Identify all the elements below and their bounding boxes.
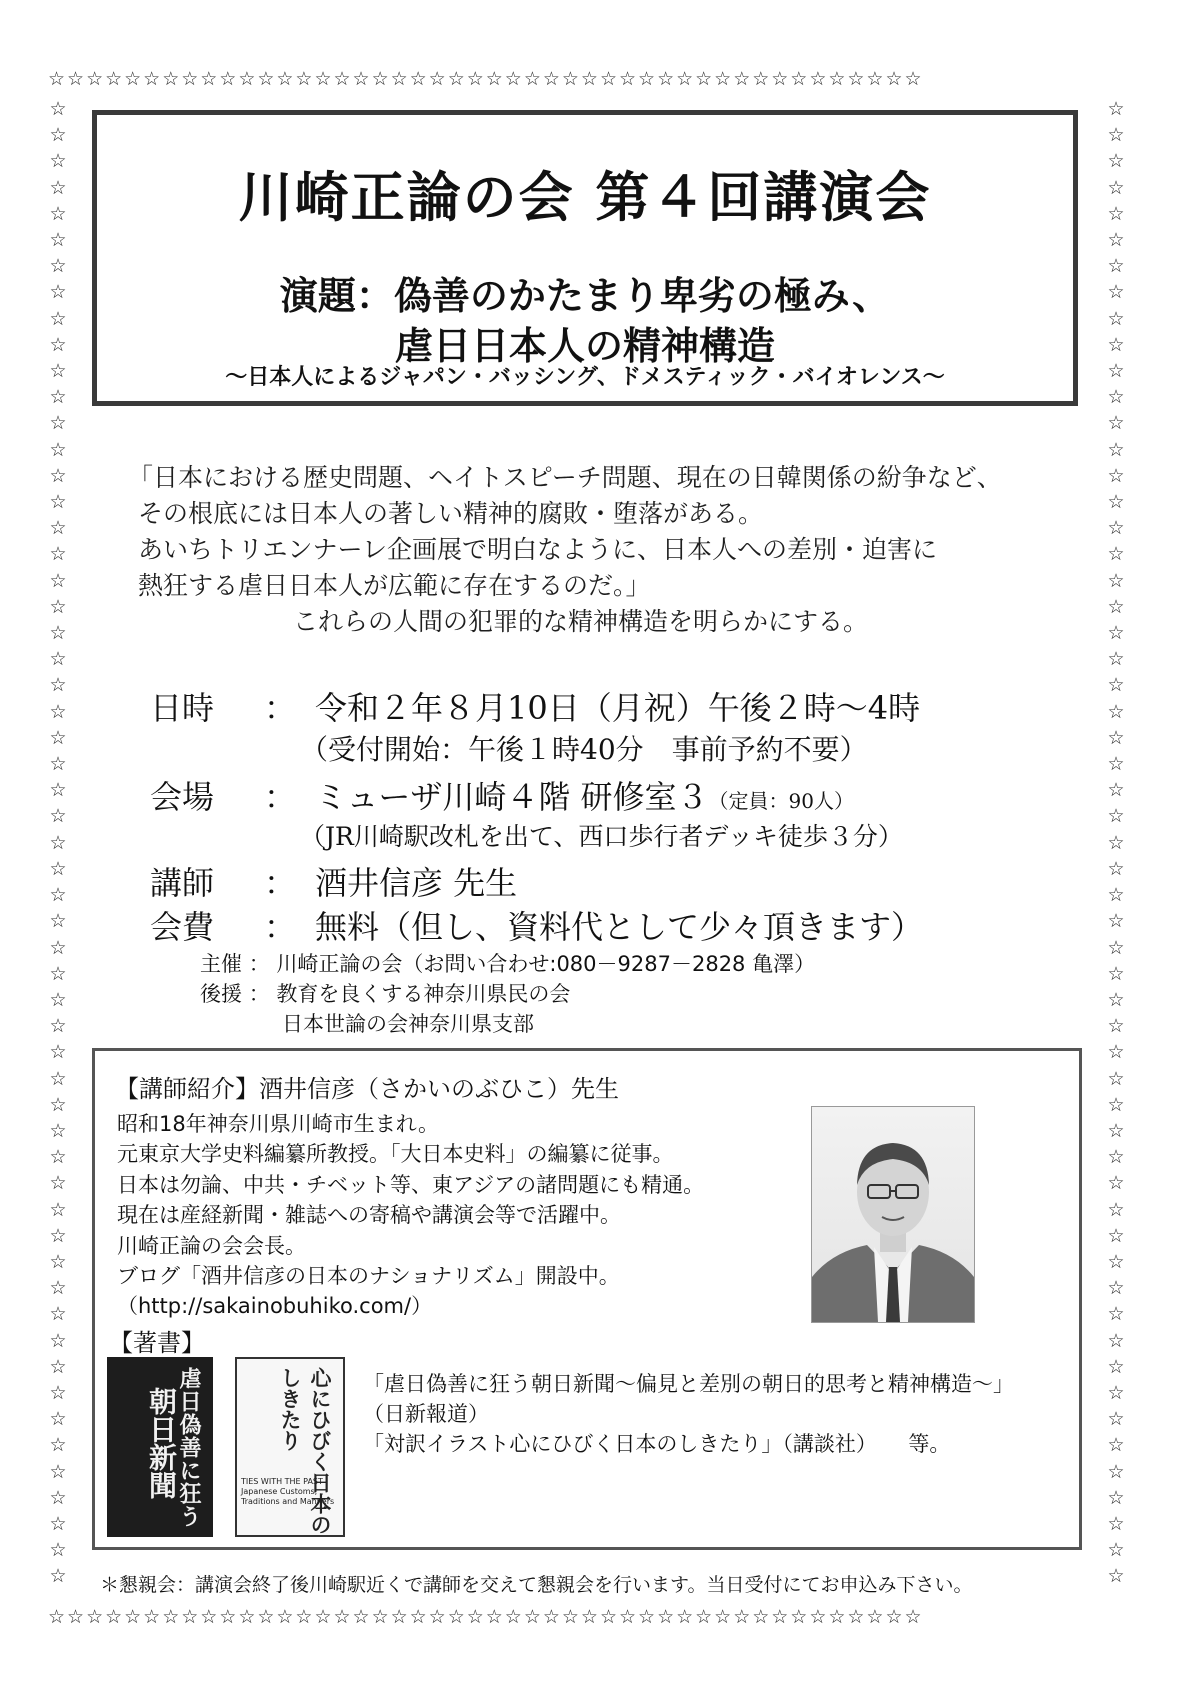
book-publisher-1: （日新報道）	[363, 1402, 489, 1426]
book-cover-shikitari	[235, 1357, 345, 1537]
summary-line: 熱狂する虐日日本人が広範に存在するのだ。」	[138, 571, 651, 600]
lecturer-photo	[811, 1106, 975, 1323]
title-box	[92, 110, 1078, 406]
support-row	[200, 978, 570, 1008]
lecture-subtitle: ～日本人によるジャパン・バッシング、ドメスティック・バイオレンス～	[225, 364, 945, 390]
colon: ：	[263, 778, 296, 816]
fee-row	[150, 902, 923, 948]
bio-line: 日本は勿論、中共・チベット等、東アジアの諸問題にも精通。	[117, 1172, 705, 1197]
lecturer-row	[150, 858, 517, 904]
star-border-right: ☆☆☆☆☆☆☆☆☆☆☆☆☆☆☆☆☆☆☆☆☆☆☆☆☆☆☆☆☆☆☆☆☆☆☆☆☆☆☆☆☆☆☆☆☆☆☆☆☆☆☆☆☆☆☆☆☆	[1107, 98, 1125, 1588]
book1-cover-title: 虐日偽善に狂う	[176, 1367, 202, 1528]
lecture-subject-line-2: 虐日日本人の精神構造	[394, 323, 775, 368]
date-row	[150, 683, 920, 729]
fee-label: 会費	[150, 908, 215, 946]
fee-value: 無料（但し、資料代として少々頂きます）	[315, 908, 924, 946]
venue-access-note: （JR川崎駅改札を出て、西口歩行者デッキ徒歩３分）	[300, 822, 903, 851]
star-border-top: ☆☆☆☆☆☆☆☆☆☆☆☆☆☆☆☆☆☆☆☆☆☆☆☆☆☆☆☆☆☆☆☆☆☆☆☆☆☆☆☆☆☆☆☆☆☆	[48, 68, 924, 90]
date-label: 日時	[150, 689, 215, 727]
venue-label: 会場	[150, 778, 215, 816]
bio-line: 現在は産経新聞・雑誌への寄稿や講演会等で活躍中。	[117, 1203, 621, 1228]
bio-line: 元東京大学史料編纂所教授。「大日本史料」の編纂に従事。	[117, 1142, 674, 1167]
host-row	[200, 948, 815, 978]
lecturer-intro-heading: 【講師紹介】酒井信彦（さかいのぶひこ）先生	[115, 1075, 619, 1103]
support-value-2: 日本世論の会神奈川県支部	[282, 1012, 534, 1036]
host-label: 主催	[200, 952, 242, 976]
blog-url-link[interactable]: （http://sakainobuhiko.com/）	[117, 1294, 433, 1319]
bio-line: 昭和18年神奈川県川崎市生まれ。	[117, 1112, 439, 1136]
host-value: 川崎正論の会（お問い合わせ:080－9287－2828 亀澤）	[276, 952, 816, 976]
book-title-2: 「対訳イラスト心にひびく日本のしきたり」（講談社） 等。	[363, 1432, 951, 1456]
lecturer-value: 酒井信彦 先生	[315, 864, 518, 902]
books-heading: 【著書】	[109, 1329, 205, 1357]
colon: ：	[263, 864, 296, 902]
books-list	[363, 1369, 1014, 1459]
venue-row	[150, 772, 854, 818]
book2-cover-english: TIES WITH THE PAST Japanese Customs, Traditions and Manners	[241, 1477, 335, 1506]
book-title-1: 「虐日偽善に狂う朝日新聞～偏見と差別の朝日的思考と精神構造～」	[363, 1372, 1014, 1396]
lecturer-bio	[117, 1109, 704, 1322]
book1-cover-big-title: 朝日新聞	[145, 1387, 178, 1499]
lecture-subject-line-1: 演題：偽善のかたまり卑劣の極み、	[279, 273, 891, 318]
lecturer-intro-box	[92, 1048, 1082, 1550]
colon: ：	[248, 952, 270, 976]
bio-line: 川崎正論の会会長。	[117, 1233, 306, 1258]
summary-line: あいちトリエンナーレ企画展で明白なように、日本人への差別・迫害に	[138, 535, 938, 564]
bio-line: ブログ「酒井信彦の日本のナショナリズム」開設中。	[117, 1264, 620, 1289]
star-border-bottom: ☆☆☆☆☆☆☆☆☆☆☆☆☆☆☆☆☆☆☆☆☆☆☆☆☆☆☆☆☆☆☆☆☆☆☆☆☆☆☆☆☆☆☆☆☆☆	[48, 1606, 924, 1628]
colon: ：	[263, 908, 296, 946]
summary-line: これらの人間の犯罪的な精神構造を明らかにする。	[293, 607, 869, 636]
lecturer-portrait-image	[812, 1107, 974, 1322]
lecturer-label: 講師	[150, 864, 215, 902]
colon: ：	[263, 689, 296, 727]
book-cover-asahi	[107, 1357, 213, 1537]
social-gathering-note: ＊懇親会：講演会終了後川崎駅近くで講師を交えて懇親会を行います。当日受付にてお申込み下さい。	[100, 1574, 973, 1596]
star-border-left: ☆☆☆☆☆☆☆☆☆☆☆☆☆☆☆☆☆☆☆☆☆☆☆☆☆☆☆☆☆☆☆☆☆☆☆☆☆☆☆☆☆☆☆☆☆☆☆☆☆☆☆☆☆☆☆☆☆	[49, 98, 67, 1588]
book2-cover-title: 心にひびく日本のしきたり	[278, 1367, 333, 1535]
summary-line: 「日本における歴史問題、ヘイトスピーチ問題、現在の日韓関係の紛争など、	[128, 463, 1002, 492]
support-label: 後援	[200, 982, 242, 1006]
support-value-1: 教育を良くする神奈川県民の会	[276, 982, 571, 1006]
venue-value: ミューザ川崎４階 研修室３	[315, 778, 709, 816]
date-value: 令和２年８月10日（月祝）午後２時～4時	[315, 689, 921, 727]
reception-note: （受付開始：午後１時40分 事前予約不要）	[300, 733, 868, 766]
colon: ：	[248, 982, 270, 1006]
summary-line: その根底には日本人の著しい精神的腐敗・堕落がある。	[138, 499, 764, 528]
event-title: 川崎正論の会 第４回講演会	[238, 166, 932, 229]
venue-capacity: （定員：90人）	[708, 789, 854, 813]
lecture-summary	[128, 460, 1088, 640]
